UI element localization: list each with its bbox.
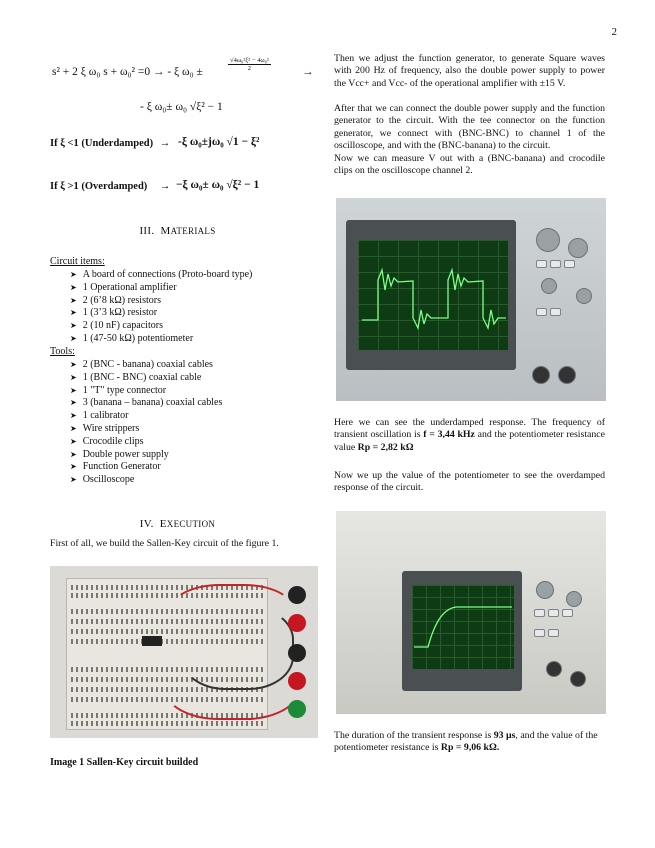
list-item: ➤ Double power supply — [70, 449, 222, 462]
circuit-items-heading: Circuit items: — [50, 256, 105, 267]
underdamped-waveform — [358, 240, 508, 350]
section-title-rest: XECUTION — [166, 519, 216, 529]
binding-post — [288, 586, 306, 604]
binding-post — [288, 700, 306, 718]
result-text: The duration of the transient response is — [334, 730, 494, 741]
overdamped-label: If ξ >1 (Overdamped) — [50, 181, 148, 192]
section-heading-execution — [50, 518, 305, 530]
overdamped-intro: Now we up the value of the potentiometer to see the overdamped response of the circuit. — [334, 470, 605, 494]
list-item: ➤ 2 (10 nF) capacitors — [70, 320, 252, 333]
underdamped-label: If ξ <1 (Underdamped) — [50, 138, 154, 149]
list-item: ➤ Wire strippers — [70, 423, 222, 436]
arrow-icon: → — [302, 66, 314, 78]
list-item: ➤ 1 (BNC - BNC) coaxial cable — [70, 372, 222, 385]
oscilloscope-underdamped-photo — [336, 198, 606, 401]
char-eq-root-prefix: - ξ ω₀ ± — [167, 66, 203, 78]
paragraph-connection: After that we can connect the double power supply and the function generator to the circuit. With the tee connector on the function generator, we connect with (BNC-BNC) to channel 1 of the oscilloscope, and with the (BNC-banana) to the circuit. — [334, 103, 605, 152]
circuit-items-list — [70, 269, 252, 346]
root-numerator: 4ω₀²ξ² − 4ω₀² — [233, 57, 269, 64]
transient-duration: 93 µs — [493, 730, 516, 741]
arrow-icon: → — [152, 66, 165, 78]
section-title-initial: M — [160, 225, 171, 237]
result-text: Here we can see the underdamped response. The frequency of transient oscillation is — [334, 417, 605, 441]
section-number: IV. — [139, 518, 154, 530]
overdamped-condition — [50, 181, 170, 192]
result-text: and the potentiometer resistance value — [334, 429, 605, 453]
breadboard-photo — [50, 566, 318, 738]
section-number: III. — [139, 225, 155, 237]
potentiometer-value: Rp = 9,06 kΩ. — [440, 742, 500, 754]
arrow-icon: → — [159, 181, 171, 192]
section-title-rest: ATERIALS — [170, 226, 216, 236]
underdamped-roots: -ξ ω₀±jω₀ √1 − ξ² — [178, 136, 260, 148]
list-item: ➤ 1 Operational amplifier — [70, 282, 252, 295]
op-amp-chip — [142, 636, 162, 646]
list-item: ➤ 1 calibrator — [70, 410, 222, 423]
characteristic-equation — [52, 66, 203, 78]
result-text: , and the value of the potentiometer resistance is — [334, 730, 598, 754]
list-item: ➤ 1 "T" type connector — [70, 385, 222, 398]
execution-intro: First of all, we build the Sallen-Key circuit of the figure 1. — [50, 538, 279, 549]
list-item: ➤ 1 (3’3 kΩ) resistor — [70, 307, 252, 320]
underdamped-condition — [50, 138, 170, 149]
root-simplified: - ξ ω₀± ω₀ √ξ² − 1 — [140, 101, 223, 113]
underdamped-result — [334, 417, 605, 454]
overdamped-waveform — [412, 585, 514, 669]
paragraph-function-generator: Then we adjust the function generator, to generate Square waves with 200 Hz of frequency, also the double power supply to power the Vcc+ and Vcc- of the operational amplifier with ±15 V. — [334, 53, 605, 89]
list-item: ➤ 2 (BNC - banana) coaxial cables — [70, 359, 222, 372]
root-denominator: 2 — [247, 65, 252, 72]
list-item: ➤ 2 (6’8 kΩ) resistors — [70, 295, 252, 308]
list-item: ➤ Oscilloscope — [70, 474, 222, 487]
overdamped-result — [334, 730, 605, 755]
paragraph-measure: Now we can measure V out with a (BNC-banana) and crocodile clips on the oscilloscope channel 2. — [334, 153, 605, 177]
arrow-icon: → — [159, 138, 171, 149]
binding-post — [288, 644, 306, 662]
list-item: ➤ 1 (47-50 kΩ) potentiometer — [70, 333, 252, 346]
binding-post — [288, 672, 306, 690]
char-eq-left: s² + 2 ξ ω₀ s + ω₀² =0 — [52, 66, 151, 78]
oscilloscope-overdamped-photo — [336, 511, 606, 714]
overdamped-roots: −ξ ω₀± ω₀ √ξ² − 1 — [176, 179, 260, 191]
binding-post — [288, 614, 306, 632]
section-heading-materials — [50, 225, 305, 237]
scope-screen — [412, 585, 514, 669]
page-number: 2 — [611, 26, 617, 38]
list-item: ➤ A board of connections (Proto-board type) — [70, 269, 252, 282]
root-fraction: √4ω₀²ξ² − 4ω₀² 2 — [230, 57, 269, 72]
tools-list — [70, 359, 222, 487]
scope-screen — [358, 240, 508, 350]
potentiometer-value: Rp = 2,82 kΩ — [357, 441, 414, 453]
list-item: ➤ 3 (banana – banana) coaxial cables — [70, 397, 222, 410]
list-item: ➤ Function Generator — [70, 461, 222, 474]
tools-heading: Tools: — [50, 346, 75, 357]
section-title-initial: E — [159, 518, 167, 530]
transient-frequency: f = 3,44 kHz — [423, 429, 475, 441]
list-item: ➤ Crocodile clips — [70, 436, 222, 449]
image1-caption: Image 1 Sallen-Key circuit builded — [50, 757, 199, 768]
